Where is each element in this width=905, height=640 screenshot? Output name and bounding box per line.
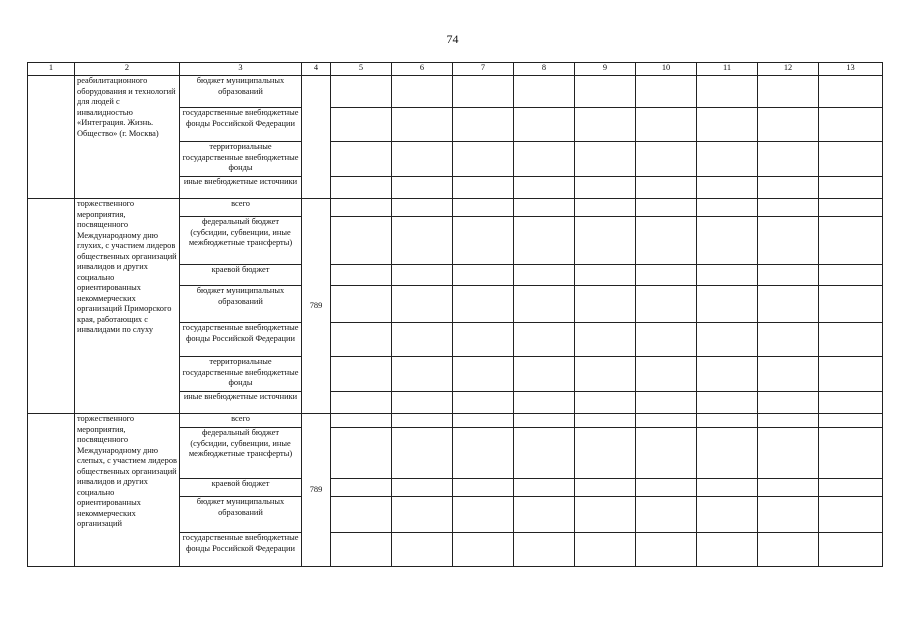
value-cell [514, 142, 575, 177]
value-cell [575, 217, 636, 265]
value-cell [636, 357, 697, 392]
funding-source: территориальные государственные внебюджетные фонды [180, 142, 302, 177]
value-cell [392, 286, 453, 323]
value-cell [819, 142, 883, 177]
value-cell [697, 217, 758, 265]
value-cell [453, 533, 514, 567]
value-cell [392, 533, 453, 567]
value-cell [697, 392, 758, 414]
value-cell [331, 323, 392, 357]
funding-source: государственные внебюджетные фонды Российской Федерации [180, 533, 302, 567]
funding-source: территориальные государственные внебюджетные фонды [180, 357, 302, 392]
value-cell [453, 414, 514, 428]
funding-source: иные внебюджетные источники [180, 177, 302, 199]
value-cell [453, 265, 514, 286]
value-cell [331, 479, 392, 497]
value-cell [636, 142, 697, 177]
col1-cell [28, 414, 75, 567]
value-cell [636, 533, 697, 567]
value-cell [392, 428, 453, 479]
value-cell [819, 177, 883, 199]
value-cell [514, 414, 575, 428]
value-cell [453, 286, 514, 323]
value-cell [819, 392, 883, 414]
value-cell [758, 414, 819, 428]
funding-source: бюджет муниципальных образований [180, 497, 302, 533]
value-cell [392, 177, 453, 199]
value-cell [392, 479, 453, 497]
value-cell [697, 479, 758, 497]
value-cell [819, 497, 883, 533]
value-cell [758, 497, 819, 533]
value-cell [514, 286, 575, 323]
col1-cell [28, 76, 75, 199]
value-cell [331, 497, 392, 533]
table-row [28, 76, 883, 108]
value-cell [575, 323, 636, 357]
value-cell [697, 199, 758, 217]
value-cell [697, 265, 758, 286]
value-cell [575, 76, 636, 108]
value-cell [636, 323, 697, 357]
funding-source: бюджет муниципальных образований [180, 76, 302, 108]
value-cell [392, 199, 453, 217]
value-cell [758, 286, 819, 323]
value-cell [819, 76, 883, 108]
value-cell [392, 357, 453, 392]
event-description: торжественного мероприятия, посвященного Международному дню слепых, с участием лидеров общественных организаций инвалидов и других социально ориентированных некоммерческих организаций [75, 414, 180, 567]
value-cell [331, 286, 392, 323]
value-cell [819, 414, 883, 428]
event-description: реабилитационного оборудования и технологий для людей с инвалидностью «Интеграция. Жизнь. Общество» (г. Москва) [75, 76, 180, 199]
value-cell [758, 479, 819, 497]
value-cell [392, 323, 453, 357]
value-cell [575, 357, 636, 392]
value-cell [514, 199, 575, 217]
value-cell [575, 428, 636, 479]
col1-cell [28, 199, 75, 414]
value-cell [697, 76, 758, 108]
value-cell [758, 533, 819, 567]
value-cell [453, 392, 514, 414]
value-cell [575, 265, 636, 286]
value-cell [331, 414, 392, 428]
code-cell [302, 76, 331, 199]
value-cell [758, 217, 819, 265]
value-cell [453, 217, 514, 265]
column-header: 2 [75, 63, 180, 76]
value-cell [575, 479, 636, 497]
value-cell [819, 108, 883, 142]
value-cell [392, 217, 453, 265]
value-cell [453, 479, 514, 497]
value-cell [514, 177, 575, 199]
column-header: 13 [819, 63, 883, 76]
value-cell [575, 142, 636, 177]
value-cell [514, 323, 575, 357]
value-cell [758, 142, 819, 177]
value-cell [453, 108, 514, 142]
value-cell [758, 108, 819, 142]
value-cell [453, 323, 514, 357]
value-cell [636, 108, 697, 142]
column-header: 12 [758, 63, 819, 76]
value-cell [331, 177, 392, 199]
funding-source: федеральный бюджет (субсидии, субвенции, иные межбюджетные трансферты) [180, 217, 302, 265]
header-row [28, 63, 883, 76]
value-cell [453, 177, 514, 199]
value-cell [453, 142, 514, 177]
value-cell [636, 199, 697, 217]
value-cell [636, 265, 697, 286]
value-cell [514, 76, 575, 108]
value-cell [575, 392, 636, 414]
column-header: 7 [453, 63, 514, 76]
value-cell [819, 428, 883, 479]
value-cell [453, 76, 514, 108]
value-cell [697, 323, 758, 357]
value-cell [514, 497, 575, 533]
value-cell [331, 76, 392, 108]
value-cell [331, 199, 392, 217]
value-cell [636, 392, 697, 414]
value-cell [514, 217, 575, 265]
value-cell [636, 497, 697, 533]
value-cell [758, 392, 819, 414]
column-header: 4 [302, 63, 331, 76]
value-cell [758, 265, 819, 286]
value-cell [636, 217, 697, 265]
value-cell [758, 323, 819, 357]
column-header: 10 [636, 63, 697, 76]
value-cell [331, 108, 392, 142]
value-cell [575, 108, 636, 142]
value-cell [758, 76, 819, 108]
value-cell [514, 392, 575, 414]
value-cell [392, 392, 453, 414]
value-cell [575, 286, 636, 323]
value-cell [575, 497, 636, 533]
value-cell [819, 265, 883, 286]
value-cell [819, 217, 883, 265]
value-cell [575, 414, 636, 428]
value-cell [392, 76, 453, 108]
value-cell [758, 428, 819, 479]
funding-source: бюджет муниципальных образований [180, 286, 302, 323]
funding-source: государственные внебюджетные фонды Российской Федерации [180, 323, 302, 357]
value-cell [514, 357, 575, 392]
column-header: 6 [392, 63, 453, 76]
value-cell [575, 533, 636, 567]
value-cell [819, 199, 883, 217]
value-cell [636, 479, 697, 497]
funding-source: краевой бюджет [180, 479, 302, 497]
value-cell [819, 357, 883, 392]
code-cell: 789 [302, 414, 331, 567]
column-header: 8 [514, 63, 575, 76]
value-cell [758, 357, 819, 392]
value-cell [697, 108, 758, 142]
value-cell [392, 414, 453, 428]
value-cell [453, 357, 514, 392]
value-cell [636, 177, 697, 199]
value-cell [514, 265, 575, 286]
value-cell [697, 428, 758, 479]
value-cell [636, 286, 697, 323]
value-cell [697, 177, 758, 199]
value-cell [453, 497, 514, 533]
column-header: 5 [331, 63, 392, 76]
column-header: 11 [697, 63, 758, 76]
value-cell [758, 177, 819, 199]
value-cell [331, 428, 392, 479]
value-cell [514, 533, 575, 567]
value-cell [392, 265, 453, 286]
value-cell [331, 142, 392, 177]
value-cell [697, 357, 758, 392]
value-cell [636, 428, 697, 479]
value-cell [331, 265, 392, 286]
value-cell [758, 199, 819, 217]
value-cell [392, 108, 453, 142]
value-cell [514, 108, 575, 142]
value-cell [331, 533, 392, 567]
value-cell [697, 497, 758, 533]
funding-source: всего [180, 199, 302, 217]
value-cell [697, 533, 758, 567]
value-cell [697, 414, 758, 428]
funding-source: государственные внебюджетные фонды Российской Федерации [180, 108, 302, 142]
value-cell [819, 323, 883, 357]
event-description: торжественного мероприятия, посвященного Международному дню глухих, с участием лидеров общественных организаций инвалидов и других социально ориентированных некоммерческих организаций Приморского края, работающих с инвалидами по слуху [75, 199, 180, 414]
value-cell [697, 286, 758, 323]
value-cell [575, 177, 636, 199]
value-cell [392, 142, 453, 177]
value-cell [697, 142, 758, 177]
value-cell [514, 428, 575, 479]
value-cell [331, 357, 392, 392]
value-cell [575, 199, 636, 217]
funding-source: всего [180, 414, 302, 428]
column-header: 3 [180, 63, 302, 76]
financing-table [27, 62, 883, 567]
funding-source: краевой бюджет [180, 265, 302, 286]
funding-source: иные внебюджетные источники [180, 392, 302, 414]
value-cell [636, 414, 697, 428]
value-cell [453, 199, 514, 217]
code-cell: 789 [302, 199, 331, 414]
value-cell [514, 479, 575, 497]
value-cell [819, 533, 883, 567]
table-row [28, 199, 883, 217]
value-cell [331, 217, 392, 265]
value-cell [392, 497, 453, 533]
column-header: 9 [575, 63, 636, 76]
value-cell [819, 286, 883, 323]
funding-source: федеральный бюджет (субсидии, субвенции, иные межбюджетные трансферты) [180, 428, 302, 479]
value-cell [453, 428, 514, 479]
page-number: 74 [446, 32, 459, 46]
value-cell [331, 392, 392, 414]
value-cell [819, 479, 883, 497]
value-cell [636, 76, 697, 108]
table-row [28, 414, 883, 428]
column-header: 1 [28, 63, 75, 76]
